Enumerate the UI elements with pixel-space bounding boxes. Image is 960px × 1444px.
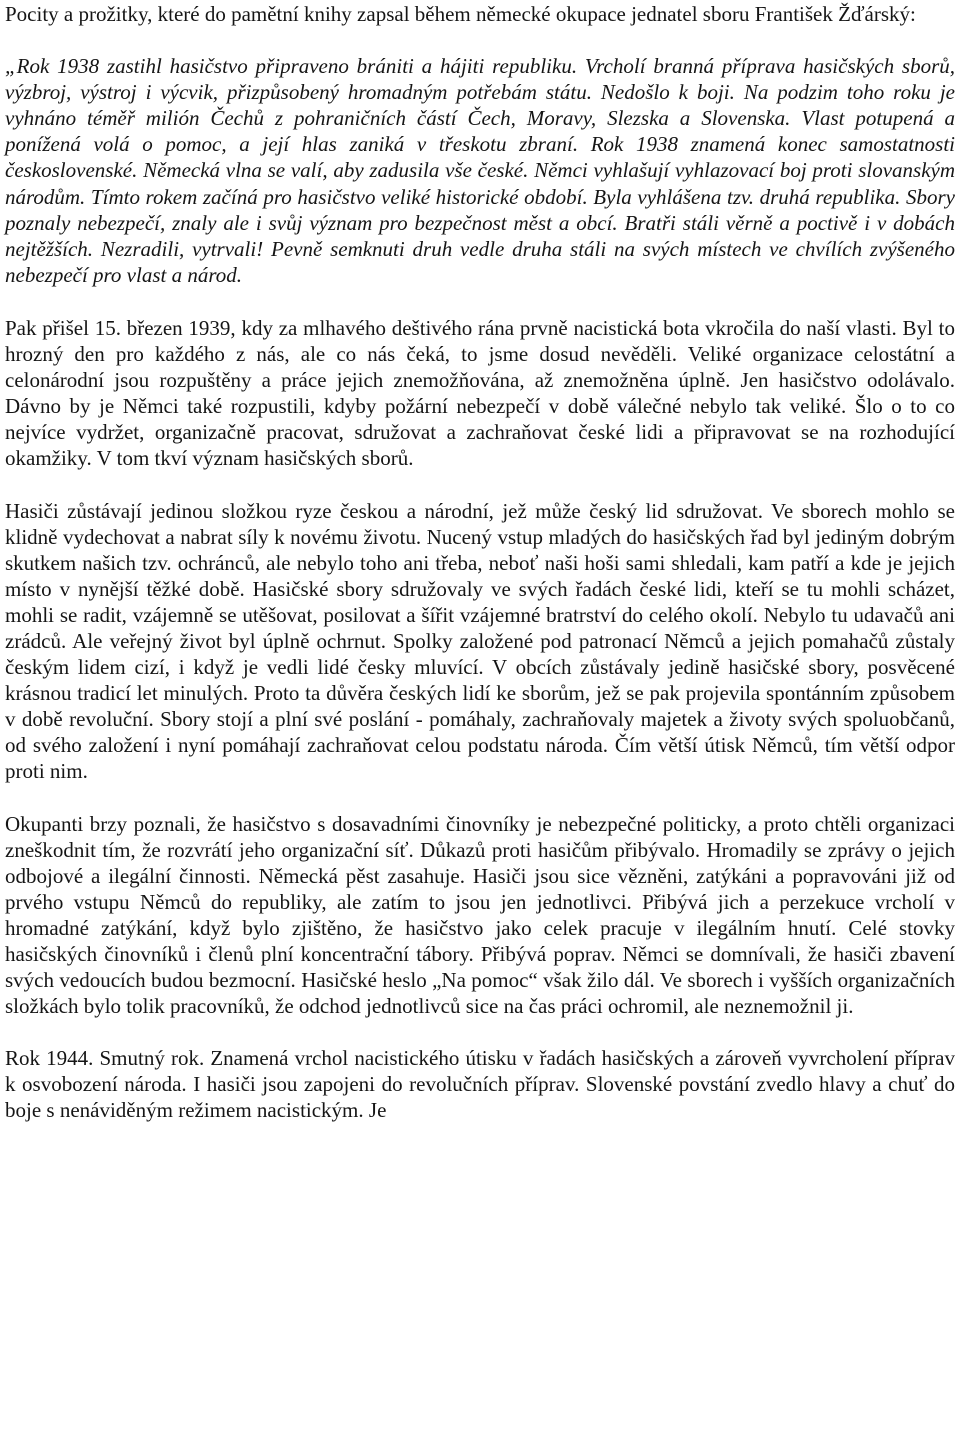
spacer <box>5 785 955 811</box>
paragraph-1939: Pak přišel 15. březen 1939, kdy za mlhavého deštivého rána prvně nacistická bota vkročila do naší vlasti. Byl to hrozný den pro každého z nás, ale co nás čeká, to jsme dosud nevěděli. Veliké organizace celostátní a celonárodní jsou rozpuštěny a práce jejich znemožňována, až znemožněna úplně. Jen hasičstvo odolávalo. Dávno by je Němci také rozpustili, kdyby požární nebezpečí v době válečné nebylo tak veliké. Šlo o to co nejvíce vydržet, organizačně pracovat, sdružovat a zachraňovat české lidi a připravovat se na rozhodující okamžiky. V tom tkví význam hasičských sborů. <box>5 315 955 471</box>
spacer <box>5 288 955 315</box>
paragraph-occupants: Okupanti brzy poznali, že hasičstvo s dosavadními činovníky je nebezpečné politicky, a proto chtěli organizaci zneškodnit tím, že rozvrátí jeho organizační síť. Důkazů proti hasičům přibývalo. Hromadily se zprávy o jejich odbojové a ilegální činnosti. Německá pěst zasahuje. Hasiči jsou sice vězněni, zatýkáni a popravováni již od prvého vstupu Němců do republiky, ale zatím to jsou jen jednotlivci. Přibývá jich a perzekuce vrcholí v hromadné zatýkání, když bylo zjištěno, že hasičstvo jako celek pracuje v ilegálním hnutí. Celé stovky hasičských činovníků i členů plní koncentrační tábory. Přibývá poprav. Němci se domnívali, že hasiči zbavení svých vedoucích budou bezmocní. Hasičské heslo „Na pomoc“ však žilo dál. Ve sborech i vyšších organizačních složkách bylo tolik pracovníků, že odchod jednotlivců sice na čas práci ochromil, ale neznemožnil ji. <box>5 811 955 1019</box>
spacer <box>5 472 955 498</box>
spacer <box>5 27 955 53</box>
paragraph-1938: „Rok 1938 zastihl hasičstvo připraveno brániti a hájiti republiku. Vrcholí branná příprava hasičských sborů, výzbroj, výstroj i výcvik, přizpůsobený hromadným potřebám státu. Nedošlo k boji. Na podzim toho roku je vyhnáno téměř milión Čechů z pohraničních částí Čech, Moravy, Slezska a Slovenska. Vlast potupená a ponížená volá o pomoc, a její hlas zaniká v třeskotu zbraní. Rok 1938 znamená konec samostatnosti československé. Německá vlna se valí, aby zadusila vše české. Němci vyhlašují vyhlazovací boj proti slovanským národům. Tímto rokem začíná pro hasičstvo veliké historické období. Byla vyhlášena tzv. druhá republika. Sbory poznaly nebezpečí, znaly ale i svůj význam pro bezpečnost měst a obcí. Bratři stáli věrně a poctivě i v dobách nejtěžších. Nezradili, vytrvali! Pevně semknuti druh vedle druha stáli na svých místech ve chvílích zvýšeného nebezpečí pro vlast a národ. <box>5 54 955 287</box>
paragraph-1944: Rok 1944. Smutný rok. Znamená vrchol nacistického útisku v řadách hasičských a zároveň vyvrcholení příprav k osvobození národa. I hasiči jsou zapojeni do revolučních příprav. Slovenské povstání zvedlo hlavy a chuť do boje s nenáviděným režimem nacistickým. Je <box>5 1046 955 1123</box>
intro-text: Pocity a prožitky, které do pamětní knihy zapsal během německé okupace jednatel sboru František Žďárský: <box>5 2 916 26</box>
paragraph-firefighters: Hasiči zůstávají jedinou složkou ryze českou a národní, jež může český lid sdružovat. Ve sborech mohlo se klidně vydechovat a nabrat síly k novému životu. Nucený vstup mladých do hasičských řad byl jediným dobrým skutkem našich tzv. ochránců, ale nebylo toho ani třeba, neboť naši hoši sami shledali, kam patří a kde je jejich místo v nynější těžké době. Hasičské sbory sdružovaly ve svých řadách české lidi, kteří se tu mohli scházet, mohli se radit, vzájemně se utěšovat, posilovat a šířit vzájemné bratrství do celého okolí. Nebylo tu udavačů ani zrádců. Ale veřejný život byl úplně ochrnut. Spolky založené pod patronací Němců a jejich pomahačů zůstaly českým lidem cizí, i když je vedli lidé česky mluvící. V obcích zůstávaly jedině hasičské sbory, posvěcené krásnou tradicí let minulých. Proto ta důvěra českých lidí ke sborům, jež se pak projevila spontánním způsobem v době revoluční. Sbory stojí a plní své poslání - pomáhaly, zachraňovaly majetek a životy svých spoluobčanů, od svého založení i nyní pomáhají zachraňovat celou podstatu národa. Čím větší útisk Němců, tím větší odpor proti nim. <box>5 498 955 784</box>
spacer <box>5 1019 955 1045</box>
